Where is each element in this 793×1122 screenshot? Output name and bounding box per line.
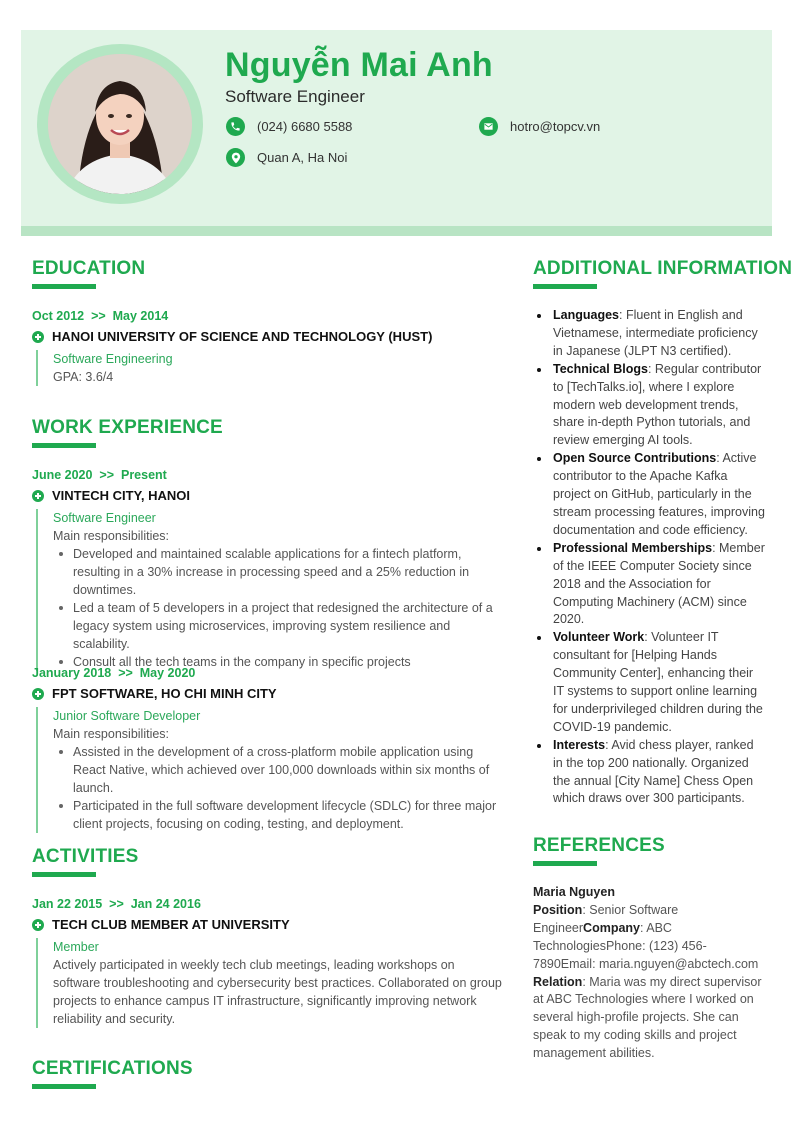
activities-heading: ACTIVITIES	[32, 846, 139, 867]
email-text: hotro@topcv.vn	[510, 119, 601, 134]
entry-date: Oct 2012 >> May 2014	[32, 309, 169, 323]
responsibility-list	[53, 743, 502, 833]
email-icon	[479, 117, 498, 136]
entry-intro: Main responsibilities:	[53, 727, 170, 741]
list-item: Led a team of 5 developers in a project that redesigned the architecture of a legacy system using microservices, improving system resilience and scalability.	[53, 599, 502, 653]
references-underline	[533, 861, 597, 866]
plus-circle-icon	[32, 688, 44, 700]
entry-organization: VINTECH CITY, HANOI	[32, 488, 502, 503]
candidate-title: Software Engineer	[225, 87, 365, 106]
entry-text: Actively participated in weekly tech club meetings, leading workshops on software troubleshooting and cybersecurity best practices. Collaborated on group projects to enhance campus IT infrastructure, significantly improving network reliability and security.	[53, 958, 502, 1026]
additional-underline	[533, 284, 597, 289]
phone-text: (024) 6680 5588	[257, 119, 353, 134]
reference-details: Position: Senior Software EngineerCompany: ABC TechnologiesPhone: (123) 456-7890Email: maria.nguyen@abctech.com	[533, 902, 759, 971]
activities-underline	[32, 872, 96, 877]
list-item: Assisted in the development of a cross-platform mobile application using React Native, which achieved over 100,000 downloads within six months of launch.	[53, 743, 502, 797]
work-heading: WORK EXPERIENCE	[32, 417, 223, 438]
additional-list	[534, 307, 766, 808]
entry-organization: FPT SOFTWARE, HO CHI MINH CITY	[32, 686, 502, 701]
entry-organization: HANOI UNIVERSITY OF SCIENCE AND TECHNOLOGY (HUST)	[32, 329, 502, 344]
certifications-underline	[32, 1084, 96, 1089]
avatar-portrait	[48, 54, 192, 194]
list-item: Consult all the tech teams in the company in specific projects	[53, 653, 502, 671]
entry-role: Software Engineer	[53, 511, 156, 525]
work-entry	[32, 468, 502, 671]
plus-circle-icon	[32, 331, 44, 343]
avatar	[48, 54, 192, 194]
education-heading: EDUCATION	[32, 258, 146, 279]
entry-role: Software Engineering	[53, 352, 173, 366]
entry-role: Member	[53, 940, 99, 954]
entry-detail	[36, 707, 502, 833]
entry-date: Jan 22 2015 >> Jan 24 2016	[32, 897, 201, 911]
phone-icon	[226, 117, 245, 136]
list-item: Technical Blogs: Regular contributor to [TechTalks.io], where I explore modern web development trends, share in-depth Python tutorials, and review emerging AI tools.	[534, 361, 766, 451]
entry-date: January 2018 >> May 2020	[32, 666, 196, 680]
responsibility-list	[53, 545, 502, 671]
education-entry	[32, 309, 502, 386]
list-item: Interests: Avid chess player, ranked in the top 200 nationally. Organized the annual [City Name] Chess Open which draws over 300 participants.	[534, 737, 766, 809]
references-heading: REFERENCES	[533, 835, 665, 856]
entry-detail	[36, 509, 502, 671]
list-item: Participated in the full software development lifecycle (SDLC) for three major client projects, focusing on coding, testing, and deployment.	[53, 797, 502, 833]
contact-email	[479, 117, 600, 136]
plus-circle-icon	[32, 919, 44, 931]
entry-detail	[36, 350, 502, 386]
list-item: Professional Memberships: Member of the IEEE Computer Society since 2018 and the Association for Computing Machinery (ACM) since 2020.	[534, 540, 766, 630]
entry-intro: Main responsibilities:	[53, 529, 170, 543]
entry-date: June 2020 >> Present	[32, 468, 167, 482]
activity-entry	[32, 897, 502, 1028]
address-text: Quan A, Ha Noi	[257, 150, 348, 165]
header-bottom-bar	[21, 226, 772, 236]
certifications-heading: CERTIFICATIONS	[32, 1058, 193, 1079]
list-item: Developed and maintained scalable applications for a fintech platform, resulting in a 30% increase in processing speed and a 25% reduction in downtimes.	[53, 545, 502, 599]
reference-entry	[533, 884, 765, 1063]
location-pin-icon	[226, 148, 245, 167]
list-item: Volunteer Work: Volunteer IT consultant for [Helping Hands Community Center], enhancing their IT systems to support online learning for underprivileged children during the COVID-19 pandemic.	[534, 629, 766, 736]
contact-phone	[226, 117, 352, 136]
entry-role: Junior Software Developer	[53, 709, 201, 723]
entry-organization: TECH CLUB MEMBER AT UNIVERSITY	[32, 917, 502, 932]
entry-gpa: GPA: 3.6/4	[53, 370, 114, 384]
entry-detail	[36, 938, 502, 1028]
additional-heading: ADDITIONAL INFORMATION	[533, 258, 793, 279]
list-item: Open Source Contributions: Active contributor to the Apache Kafka project on GitHub, particularly in the stream processing features, improving documentation and code efficiency.	[534, 450, 766, 540]
plus-circle-icon	[32, 490, 44, 502]
candidate-name: Nguyễn Mai Anh	[225, 46, 493, 84]
list-item: Languages: Fluent in English and Vietnamese, intermediate proficiency in Japanese (JLPT N3 certified).	[534, 307, 766, 361]
contact-address	[226, 148, 347, 167]
reference-relation: Relation: Maria was my direct supervisor at ABC Technologies where I worked on several high-profile projects. She can speak to my coding skills and project management abilities.	[533, 974, 762, 1061]
reference-name: Maria Nguyen	[533, 885, 615, 899]
work-entry	[32, 666, 502, 833]
work-underline	[32, 443, 96, 448]
education-underline	[32, 284, 96, 289]
